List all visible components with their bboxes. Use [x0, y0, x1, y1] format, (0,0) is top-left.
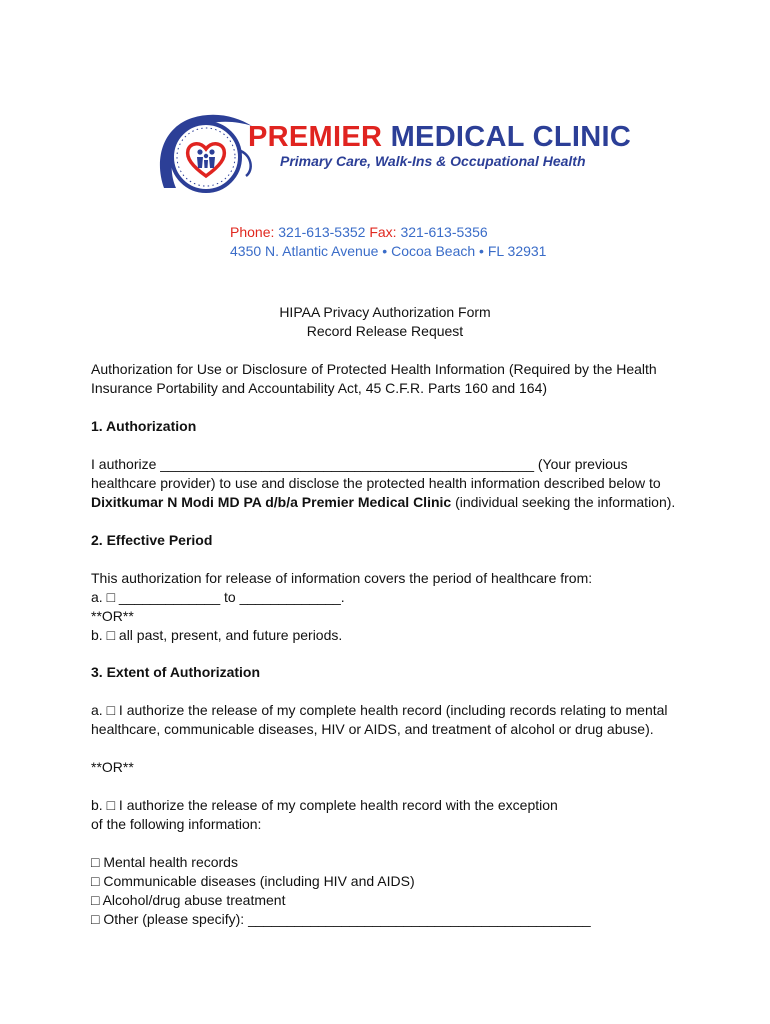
letterhead	[156, 110, 632, 202]
phone-number: 321-613-5352	[278, 224, 366, 240]
clinic-address: 4350 N. Atlantic Avenue • Cocoa Beach • FL 32931	[230, 243, 547, 259]
other-specify-checkbox-line[interactable]: □ Other (please specify): ____________________________________________	[91, 911, 591, 927]
form-title: HIPAA Privacy Authorization Form	[279, 304, 491, 320]
fax-label: Fax:	[369, 224, 397, 240]
or-separator: **OR**	[91, 759, 134, 775]
section-3-option-a	[91, 701, 681, 739]
section-3-heading: 3. Extent of Authorization	[91, 664, 261, 680]
all-periods-checkbox-line[interactable]: b. □ all past, present, and future periods.	[91, 627, 343, 643]
section-2-heading: 2. Effective Period	[91, 532, 213, 548]
section-2-body	[91, 569, 681, 645]
alcohol-drug-checkbox-line[interactable]: □ Alcohol/drug abuse treatment	[91, 892, 286, 908]
communicable-diseases-checkbox-line[interactable]: □ Communicable diseases (including HIV and AIDS)	[91, 873, 415, 889]
form-title-block	[0, 303, 770, 341]
fax-number: 321-613-5356	[400, 224, 488, 240]
section-1-line: healthcare provider) to use and disclose the protected health information described below to	[91, 475, 661, 491]
intro-line: Insurance Portability and Accountability Act, 45 C.F.R. Parts 160 and 164)	[91, 380, 548, 396]
section-3-option-b	[91, 796, 681, 834]
clinic-tagline: Primary Care, Walk-Ins & Occupational Health	[280, 153, 586, 169]
clinic-name-premier: PREMIER	[248, 121, 383, 153]
exception-options-list	[91, 853, 681, 929]
section-1-heading: 1. Authorization	[91, 418, 197, 434]
record-with-exception-checkbox-line[interactable]: b. □ I authorize the release of my complete health record with the exception	[91, 797, 558, 813]
clinic-logo-clock-heart-icon	[156, 110, 254, 202]
section-3-line: healthcare, communicable diseases, HIV or AIDS, and treatment of alcohol or drug abuse).	[91, 721, 654, 737]
or-separator: **OR**	[91, 608, 134, 624]
recipient-name: Dixitkumar N Modi MD PA d/b/a Premier Medical Clinic	[91, 494, 452, 510]
section-1-line	[91, 493, 681, 512]
clinic-name-medical-clinic: MEDICAL CLINIC	[390, 121, 632, 153]
section-1-body	[91, 455, 681, 512]
clinic-name	[248, 120, 631, 154]
intro-line: Authorization for Use or Disclosure of Protected Health Information (Required by the Health	[91, 361, 657, 377]
complete-record-checkbox-line[interactable]: a. □ I authorize the release of my complete health record (including records relating to mental	[91, 702, 668, 718]
phone-label: Phone:	[230, 224, 275, 240]
clinic-contact	[230, 223, 546, 261]
mental-health-checkbox-line[interactable]: □ Mental health records	[91, 854, 238, 870]
form-subtitle: Record Release Request	[306, 323, 464, 339]
authorize-provider-line: I authorize ________________________________________________ (Your previous	[91, 456, 628, 472]
section-2-line: This authorization for release of information covers the period of healthcare from:	[91, 570, 593, 586]
section-3-line: of the following information:	[91, 816, 262, 832]
period-range-checkbox-line[interactable]: a. □ _____________ to _____________.	[91, 589, 345, 605]
form-intro	[91, 360, 681, 398]
recipient-description: (individual seeking the information).	[451, 494, 676, 510]
